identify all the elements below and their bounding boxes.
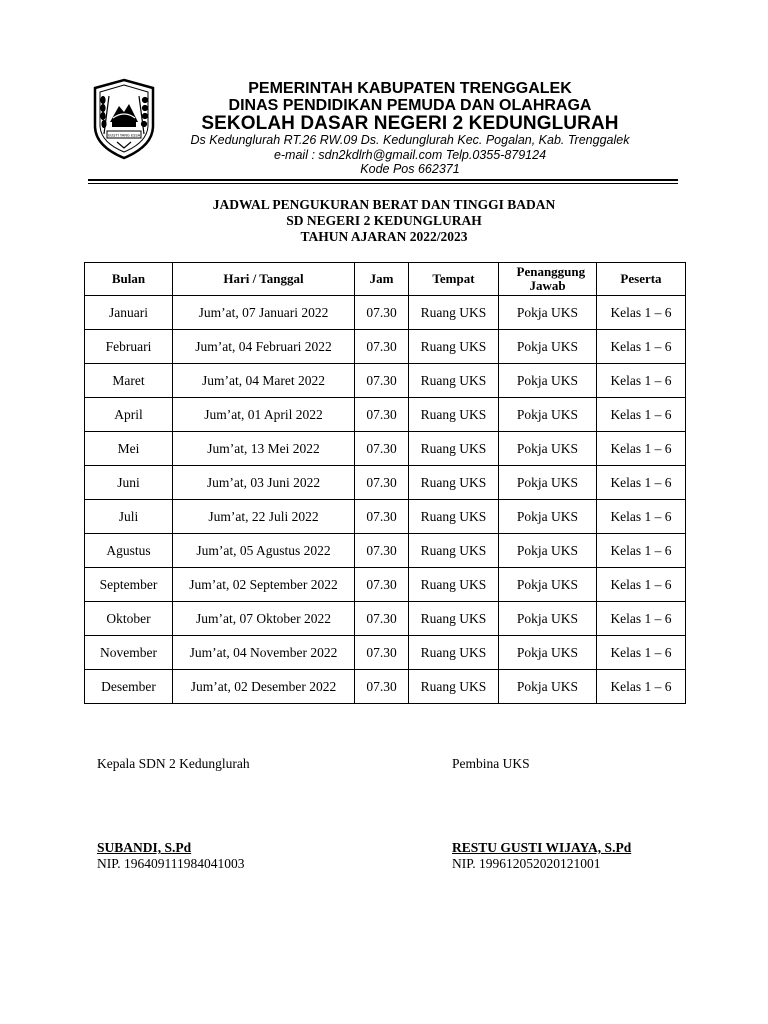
table-header-row — [85, 263, 686, 296]
schedule-table-body — [85, 296, 686, 704]
letterhead-postal-code: Kode Pos 662371 — [360, 162, 460, 176]
date-cell: Jum’at, 04 November 2022 — [173, 636, 355, 670]
time-cell: 07.30 — [355, 568, 409, 602]
participants-cell: Kelas 1 – 6 — [597, 364, 686, 398]
place-cell: Ruang UKS — [409, 466, 499, 500]
time-cell: 07.30 — [355, 500, 409, 534]
date-cell: Jum’at, 03 Juni 2022 — [173, 466, 355, 500]
participants-cell: Kelas 1 – 6 — [597, 534, 686, 568]
letterhead-department: DINAS PENDIDIKAN PEMUDA DAN OLAHRAGA — [228, 97, 592, 114]
participants-cell: Kelas 1 – 6 — [597, 568, 686, 602]
date-cell: Jum’at, 02 Desember 2022 — [173, 670, 355, 704]
table-row — [85, 500, 686, 534]
table-row — [85, 568, 686, 602]
participants-cell: Kelas 1 – 6 — [597, 398, 686, 432]
time-cell: 07.30 — [355, 534, 409, 568]
table-row — [85, 602, 686, 636]
month-cell: September — [85, 568, 173, 602]
responsible-cell: Pokja UKS — [499, 602, 597, 636]
signature-right-role: Pembina UKS — [452, 756, 530, 771]
time-cell: 07.30 — [355, 636, 409, 670]
participants-cell: Kelas 1 – 6 — [597, 330, 686, 364]
date-cell: Jum’at, 04 Februari 2022 — [173, 330, 355, 364]
signature-right-nip: NIP. 199612052020121001 — [452, 856, 601, 871]
letterhead-divider-thin — [88, 183, 678, 184]
participants-cell: Kelas 1 – 6 — [597, 500, 686, 534]
responsible-cell: Pokja UKS — [499, 364, 597, 398]
date-cell: Jum’at, 07 Oktober 2022 — [173, 602, 355, 636]
date-cell: Jum’at, 01 April 2022 — [173, 398, 355, 432]
participants-cell: Kelas 1 – 6 — [597, 636, 686, 670]
place-cell: Ruang UKS — [409, 602, 499, 636]
table-row — [85, 670, 686, 704]
month-cell: Maret — [85, 364, 173, 398]
responsible-cell: Pokja UKS — [499, 432, 597, 466]
responsible-cell: Pokja UKS — [499, 466, 597, 500]
responsible-cell: Pokja UKS — [499, 534, 597, 568]
month-cell: April — [85, 398, 173, 432]
table-row — [85, 534, 686, 568]
column-header-jam: Jam — [355, 263, 409, 296]
time-cell: 07.30 — [355, 398, 409, 432]
date-cell: Jum’at, 22 Juli 2022 — [173, 500, 355, 534]
signature-left-role: Kepala SDN 2 Kedunglurah — [97, 756, 250, 771]
letterhead-address: Ds Kedunglurah RT.26 RW.09 Ds. Kedunglurah Kec. Pogalan, Kab. Trenggalek — [190, 133, 630, 147]
participants-cell: Kelas 1 – 6 — [597, 466, 686, 500]
participants-cell: Kelas 1 – 6 — [597, 602, 686, 636]
date-cell: Jum’at, 07 Januari 2022 — [173, 296, 355, 330]
table-row — [85, 636, 686, 670]
responsible-cell: Pokja UKS — [499, 636, 597, 670]
month-cell: November — [85, 636, 173, 670]
date-cell: Jum’at, 13 Mei 2022 — [173, 432, 355, 466]
place-cell: Ruang UKS — [409, 364, 499, 398]
participants-cell: Kelas 1 – 6 — [597, 296, 686, 330]
document-title: JADWAL PENGUKURAN BERAT DAN TINGGI BADAN — [212, 197, 556, 212]
place-cell: Ruang UKS — [409, 296, 499, 330]
svg-text:GUSTI YANG ESSA: GUSTI YANG ESSA — [107, 133, 141, 138]
letterhead-school-name: SEKOLAH DASAR NEGERI 2 KEDUNGLURAH — [201, 113, 619, 134]
regency-emblem-logo — [89, 78, 159, 160]
month-cell: Mei — [85, 432, 173, 466]
place-cell: Ruang UKS — [409, 432, 499, 466]
month-cell: Juli — [85, 500, 173, 534]
participants-cell: Kelas 1 – 6 — [597, 432, 686, 466]
document-subtitle-school: SD NEGERI 2 KEDUNGLURAH — [286, 213, 482, 228]
column-header-penanggung-jawab — [499, 263, 597, 296]
responsible-cell: Pokja UKS — [499, 398, 597, 432]
place-cell: Ruang UKS — [409, 330, 499, 364]
responsible-cell: Pokja UKS — [499, 296, 597, 330]
column-header-hari-tanggal: Hari / Tanggal — [173, 263, 355, 296]
time-cell: 07.30 — [355, 364, 409, 398]
table-row — [85, 432, 686, 466]
month-cell: Agustus — [85, 534, 173, 568]
date-cell: Jum’at, 02 September 2022 — [173, 568, 355, 602]
place-cell: Ruang UKS — [409, 534, 499, 568]
month-cell: Juni — [85, 466, 173, 500]
place-cell: Ruang UKS — [409, 500, 499, 534]
time-cell: 07.30 — [355, 330, 409, 364]
month-cell: Oktober — [85, 602, 173, 636]
signature-right-name: RESTU GUSTI WIJAYA, S.Pd — [452, 840, 632, 855]
table-row — [85, 398, 686, 432]
table-row — [85, 364, 686, 398]
responsible-cell: Pokja UKS — [499, 670, 597, 704]
month-cell: Januari — [85, 296, 173, 330]
column-header-penanggung-jawab-text: Penanggung Jawab — [516, 264, 586, 293]
place-cell: Ruang UKS — [409, 398, 499, 432]
letterhead-divider-thick — [88, 179, 678, 181]
place-cell: Ruang UKS — [409, 636, 499, 670]
date-cell: Jum’at, 05 Agustus 2022 — [173, 534, 355, 568]
time-cell: 07.30 — [355, 466, 409, 500]
responsible-cell: Pokja UKS — [499, 330, 597, 364]
place-cell: Ruang UKS — [409, 670, 499, 704]
column-header-peserta: Peserta — [597, 263, 686, 296]
participants-cell: Kelas 1 – 6 — [597, 670, 686, 704]
time-cell: 07.30 — [355, 670, 409, 704]
date-cell: Jum’at, 04 Maret 2022 — [173, 364, 355, 398]
place-cell: Ruang UKS — [409, 568, 499, 602]
signature-left-name: SUBANDI, S.Pd — [97, 840, 192, 855]
time-cell: 07.30 — [355, 296, 409, 330]
document-subtitle-year: TAHUN AJARAN 2022/2023 — [300, 229, 468, 244]
time-cell: 07.30 — [355, 602, 409, 636]
table-row — [85, 296, 686, 330]
table-row — [85, 466, 686, 500]
month-cell: Februari — [85, 330, 173, 364]
signature-left-nip: NIP. 196409111984041003 — [97, 856, 245, 871]
column-header-bulan: Bulan — [85, 263, 173, 296]
letterhead-government: PEMERINTAH KABUPATEN TRENGGALEK — [248, 80, 572, 97]
responsible-cell: Pokja UKS — [499, 568, 597, 602]
month-cell: Desember — [85, 670, 173, 704]
letterhead-contact: e-mail : sdn2kdlrh@gmail.com Telp.0355-879124 — [273, 148, 547, 162]
table-row — [85, 330, 686, 364]
column-header-tempat: Tempat — [409, 263, 499, 296]
responsible-cell: Pokja UKS — [499, 500, 597, 534]
schedule-table — [84, 262, 686, 704]
time-cell: 07.30 — [355, 432, 409, 466]
